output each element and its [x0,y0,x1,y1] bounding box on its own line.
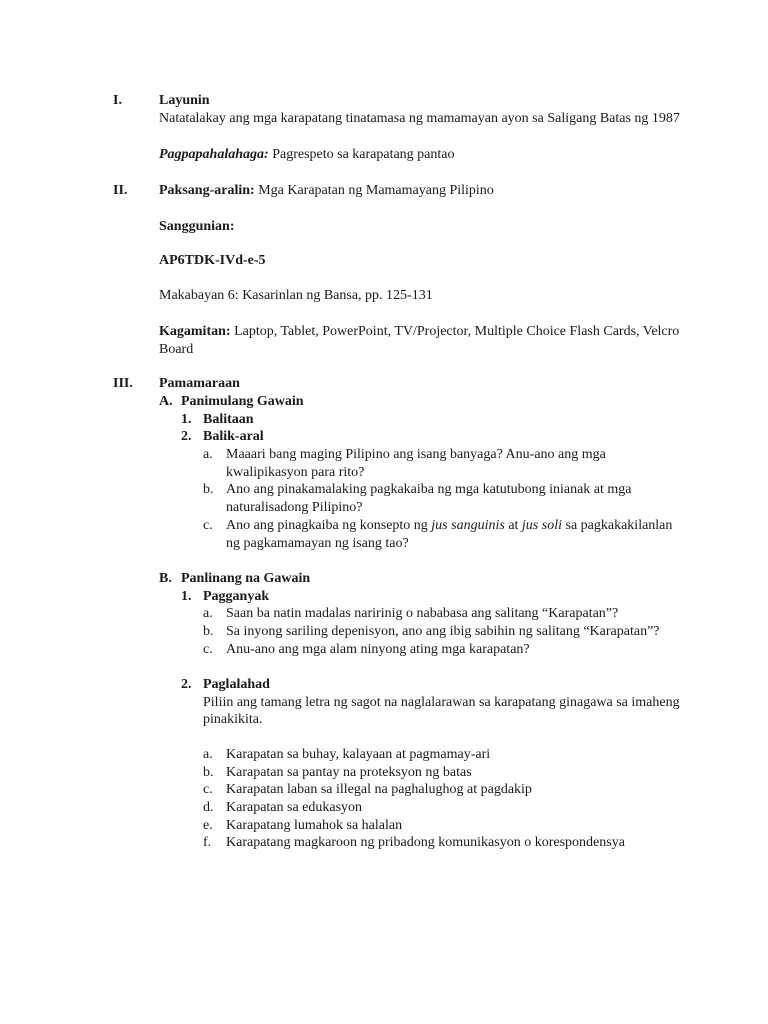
part-a-letter: A. [159,394,173,409]
section-3-heading: Pamamaraan [159,376,240,391]
choice-item-letter: a. [203,747,213,762]
objective-text: Natatalakay ang mga karapatang tinatamasa ng mamamayan ayon sa Saligang Batas ng 1987 [159,111,680,126]
review-item-c-post: sa pagkakakilanlan [562,518,673,533]
reference-book: Makabayan 6: Kasarinlan ng Bansa, pp. 125-131 [159,288,433,303]
part-a-1-number: 1. [181,412,192,427]
part-b-1-label: Pagganyak [203,589,270,604]
review-item-c-line1 [226,517,672,535]
section-1-numeral: I. [113,93,122,108]
subject-line [159,182,494,200]
choice-item-text: Karapatan sa buhay, kalayaan at pagmamay-ari [226,747,491,762]
review-item-c-pre: Ano ang pinagkaiba ng konsepto ng [226,518,432,533]
part-a-2-label: Balik-aral [203,429,264,444]
motivation-item-a-letter: a. [203,606,213,621]
review-item-b-letter: b. [203,482,214,497]
choice-item-text: Karapatang lumahok sa halalan [226,818,403,833]
review-item-a-line2: kwalipikasyon para rito? [226,465,365,480]
choice-item-text: Karapatang magkaroon ng pribadong komunikasyon o korespondensya [226,835,625,850]
values-line [159,146,455,164]
part-b-1-number: 1. [181,589,192,604]
review-item-c-line2: ng pagkamamayan ng isang tao? [226,536,409,551]
part-b-2-number: 2. [181,677,192,692]
materials-text-continued: Board [159,342,194,357]
part-a-1-label: Balitaan [203,412,254,427]
choice-item-letter: c. [203,782,213,797]
motivation-item-a-text: Saan ba natin madalas naririnig o nababasa ang salitang “Karapatan”? [226,606,619,621]
part-b-letter: B. [159,571,172,586]
motivation-item-c-text: Anu-ano ang mga alam ninyong ating mga karapatan? [226,642,530,657]
choice-item-letter: d. [203,800,214,815]
part-a-2-number: 2. [181,429,192,444]
review-item-b-line1: Ano ang pinakamalaking pagkakaiba ng mga katutubong inianak at mga [226,482,632,497]
competency-code: AP6TDK-IVd-e-5 [159,253,266,268]
review-item-c-letter: c. [203,518,213,533]
choice-item-text: Karapatan laban sa illegal na paghalughog at pagdakip [226,782,532,797]
part-a-heading: Panimulang Gawain [181,394,304,409]
choice-item-letter: b. [203,765,214,780]
part-b-2-label: Paglalahad [203,677,270,692]
materials-text: Laptop, Tablet, PowerPoint, TV/Projector, Multiple Choice Flash Cards, Velcro [230,324,680,339]
motivation-item-c-letter: c. [203,642,213,657]
choice-item-letter: e. [203,818,213,833]
section-2-numeral: II. [113,183,128,198]
choice-item-text: Karapatan sa pantay na proteksyon ng batas [226,765,472,780]
values-text: Pagrespeto sa karapatang pantao [268,147,455,162]
term-jus-soli: jus soli [521,518,562,533]
motivation-item-b-letter: b. [203,624,214,639]
term-jus-sanguinis: jus sanguinis [431,518,505,533]
section-1-heading: Layunin [159,93,210,108]
subject-text: Mga Karapatan ng Mamamayang Pilipino [254,183,494,198]
reference-label: Sanggunian: [159,219,235,234]
motivation-item-b-text: Sa inyong sariling depenisyon, ano ang ibig sabihin ng salitang “Karapatan”? [226,624,660,639]
section-3-numeral: III. [113,376,133,391]
choice-item-letter: f. [203,835,212,850]
review-item-a-letter: a. [203,447,213,462]
review-item-a-line1: Maaari bang maging Pilipino ang isang banyaga? Anu-ano ang mga [226,447,606,462]
choice-item-text: Karapatan sa edukasyon [226,800,363,815]
review-item-c-mid: at [504,518,522,533]
presentation-instructions-line2: pinakikita. [203,712,263,727]
subject-label: Paksang-aralin: [159,183,255,198]
part-b-heading: Panlinang na Gawain [181,571,311,586]
review-item-b-line2: naturalisadong Pilipino? [226,500,363,515]
materials-line [159,323,679,341]
presentation-instructions-line1: Piliin ang tamang letra ng sagot na naglalarawan sa karapatang ginagawa sa imaheng [203,695,680,710]
materials-label: Kagamitan: [159,324,231,339]
values-label: Pagpapahalahaga: [159,147,269,162]
